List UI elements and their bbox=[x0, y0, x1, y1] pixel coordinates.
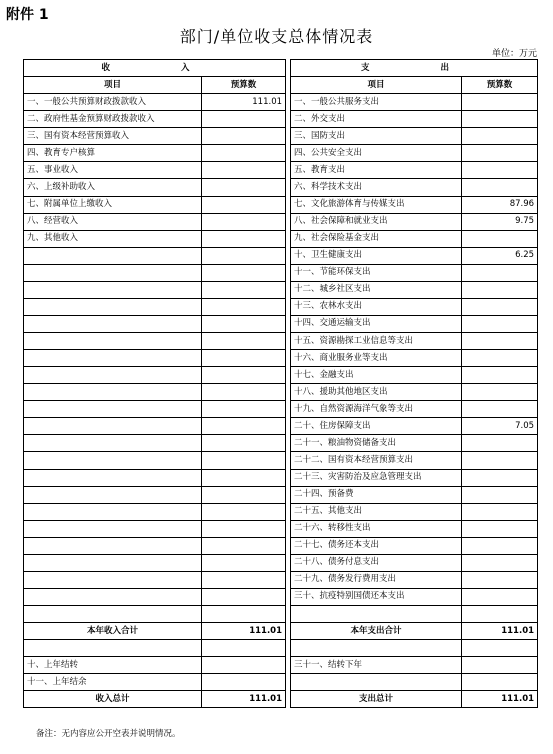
expense-value bbox=[462, 315, 538, 332]
income-value bbox=[202, 384, 286, 401]
table-row bbox=[24, 469, 538, 486]
income-item bbox=[24, 350, 202, 367]
income-value bbox=[202, 554, 286, 571]
income-item bbox=[24, 452, 202, 469]
income-item bbox=[24, 606, 202, 623]
expense-value: 87.96 bbox=[462, 196, 538, 213]
income-item: 四、教育专户核算 bbox=[24, 145, 202, 162]
expense-item bbox=[291, 640, 462, 657]
expense-item: 十三、农林水支出 bbox=[291, 298, 462, 315]
table-row bbox=[24, 367, 538, 384]
expense-item: 九、社会保险基金支出 bbox=[291, 230, 462, 247]
blank-row bbox=[24, 640, 538, 657]
income-item bbox=[24, 588, 202, 605]
expense-item: 十六、商业服务业等支出 bbox=[291, 350, 462, 367]
table-row bbox=[24, 111, 538, 128]
carryover-in-item: 十、上年结转 bbox=[24, 657, 202, 674]
income-item bbox=[24, 469, 202, 486]
expense-value bbox=[462, 640, 538, 657]
expense-value bbox=[462, 554, 538, 571]
expense-total-label: 本年支出合计 bbox=[291, 623, 462, 640]
footnote: 备注：无内容应公开空表并说明情况。 bbox=[36, 729, 181, 739]
expense-value bbox=[462, 452, 538, 469]
surplus-item: 十一、上年结余 bbox=[24, 674, 202, 691]
expense-value: 9.75 bbox=[462, 213, 538, 230]
expense-value bbox=[462, 537, 538, 554]
income-item bbox=[24, 367, 202, 384]
expense-value bbox=[462, 384, 538, 401]
expense-item: 二十九、债务发行费用支出 bbox=[291, 571, 462, 588]
income-value bbox=[202, 435, 286, 452]
income-value bbox=[202, 179, 286, 196]
income-grand-label: 收入总计 bbox=[24, 691, 202, 708]
expense-item: 二十六、转移性支出 bbox=[291, 520, 462, 537]
expense-value bbox=[462, 230, 538, 247]
income-value bbox=[202, 469, 286, 486]
expense-item: 二、外交支出 bbox=[291, 111, 462, 128]
expense-item bbox=[291, 606, 462, 623]
income-item: 三、国有资本经营预算收入 bbox=[24, 128, 202, 145]
table-row bbox=[24, 418, 538, 435]
table-row bbox=[24, 213, 538, 230]
expense-value bbox=[462, 111, 538, 128]
expense-item: 二十二、国有资本经营预算支出 bbox=[291, 452, 462, 469]
table-row bbox=[24, 333, 538, 350]
expense-item: 十五、资源勘探工业信息等支出 bbox=[291, 333, 462, 350]
income-item bbox=[24, 503, 202, 520]
income-value bbox=[202, 145, 286, 162]
income-value bbox=[202, 128, 286, 145]
income-item bbox=[24, 435, 202, 452]
expense-item: 三、国防支出 bbox=[291, 128, 462, 145]
table-row bbox=[24, 196, 538, 213]
expense-value bbox=[462, 503, 538, 520]
income-item bbox=[24, 571, 202, 588]
income-value bbox=[202, 418, 286, 435]
income-item bbox=[24, 554, 202, 571]
budget-table-body bbox=[24, 60, 538, 708]
income-value bbox=[202, 111, 286, 128]
budget-table bbox=[23, 59, 538, 708]
unit-label: 单位：万元 bbox=[491, 49, 537, 59]
expense-total-value: 111.01 bbox=[462, 623, 538, 640]
expense-value: 7.05 bbox=[462, 418, 538, 435]
income-item: 八、经营收入 bbox=[24, 213, 202, 230]
income-value bbox=[202, 588, 286, 605]
expense-value bbox=[462, 94, 538, 111]
table-row bbox=[24, 606, 538, 623]
income-value bbox=[202, 571, 286, 588]
table-row bbox=[24, 571, 538, 588]
page-title: 部门/单位收支总体情况表 bbox=[179, 27, 374, 46]
expense-value bbox=[462, 128, 538, 145]
expense-item: 十七、金融支出 bbox=[291, 367, 462, 384]
expense-item: 二十三、灾害防治及应急管理支出 bbox=[291, 469, 462, 486]
expense-value bbox=[462, 520, 538, 537]
expense-item: 十九、自然资源海洋气象等支出 bbox=[291, 401, 462, 418]
expense-item: 十八、援助其他地区支出 bbox=[291, 384, 462, 401]
expense-grand-label: 支出总计 bbox=[291, 691, 462, 708]
expense-value bbox=[462, 145, 538, 162]
income-value bbox=[202, 401, 286, 418]
income-value bbox=[202, 298, 286, 315]
table-row bbox=[24, 298, 538, 315]
expense-item: 二十七、债务还本支出 bbox=[291, 537, 462, 554]
income-item: 七、附属单位上缴收入 bbox=[24, 196, 202, 213]
income-value bbox=[202, 350, 286, 367]
carryover-out-value bbox=[462, 657, 538, 674]
expense-item-header: 项目 bbox=[291, 77, 462, 94]
expense-value bbox=[462, 588, 538, 605]
income-total-value: 111.01 bbox=[202, 623, 286, 640]
income-item bbox=[24, 401, 202, 418]
table-row bbox=[24, 247, 538, 264]
expense-value bbox=[462, 674, 538, 691]
expense-item: 二十四、预备费 bbox=[291, 486, 462, 503]
income-item: 六、上级补助收入 bbox=[24, 179, 202, 196]
surplus-value bbox=[202, 674, 286, 691]
expense-item: 六、科学技术支出 bbox=[291, 179, 462, 196]
expense-item: 八、社会保障和就业支出 bbox=[291, 213, 462, 230]
income-grand-value: 111.01 bbox=[202, 691, 286, 708]
income-item: 五、事业收入 bbox=[24, 162, 202, 179]
attachment-label: 附件 1 bbox=[6, 7, 49, 23]
table-row bbox=[24, 486, 538, 503]
expense-item: 二十八、债务付息支出 bbox=[291, 554, 462, 571]
expense-value bbox=[462, 264, 538, 281]
expense-item: 一、一般公共服务支出 bbox=[291, 94, 462, 111]
expense-value bbox=[462, 298, 538, 315]
table-row bbox=[24, 230, 538, 247]
income-value bbox=[202, 503, 286, 520]
expense-item: 十一、节能环保支出 bbox=[291, 264, 462, 281]
income-value bbox=[202, 333, 286, 350]
expense-header: 支 出 bbox=[291, 60, 538, 77]
income-item bbox=[24, 640, 202, 657]
income-item bbox=[24, 281, 202, 298]
income-value bbox=[202, 213, 286, 230]
income-value bbox=[202, 162, 286, 179]
income-item bbox=[24, 264, 202, 281]
expense-item bbox=[291, 674, 462, 691]
income-value bbox=[202, 281, 286, 298]
table-row bbox=[24, 503, 538, 520]
table-row bbox=[24, 128, 538, 145]
expense-value bbox=[462, 350, 538, 367]
carryover-row bbox=[24, 657, 538, 674]
surplus-row bbox=[24, 674, 538, 691]
income-item bbox=[24, 333, 202, 350]
expense-value bbox=[462, 606, 538, 623]
income-value bbox=[202, 230, 286, 247]
table-row bbox=[24, 162, 538, 179]
income-item: 二、政府性基金预算财政拨款收入 bbox=[24, 111, 202, 128]
expense-value bbox=[462, 281, 538, 298]
expense-value bbox=[462, 367, 538, 384]
expense-value bbox=[462, 571, 538, 588]
expense-item: 五、教育支出 bbox=[291, 162, 462, 179]
expense-value bbox=[462, 469, 538, 486]
income-value bbox=[202, 606, 286, 623]
income-total-label: 本年收入合计 bbox=[24, 623, 202, 640]
expense-item: 三十、抗疫特别国债还本支出 bbox=[291, 588, 462, 605]
income-value bbox=[202, 247, 286, 264]
table-row bbox=[24, 520, 538, 537]
grand-total-row bbox=[24, 691, 538, 708]
income-item bbox=[24, 486, 202, 503]
expense-item: 二十一、粮油物资储备支出 bbox=[291, 435, 462, 452]
column-header-row bbox=[24, 77, 538, 94]
expense-item: 二十、住房保障支出 bbox=[291, 418, 462, 435]
expense-item: 四、公共安全支出 bbox=[291, 145, 462, 162]
carryover-out-item: 三十一、结转下年 bbox=[291, 657, 462, 674]
expense-value bbox=[462, 333, 538, 350]
income-value bbox=[202, 520, 286, 537]
expense-value bbox=[462, 435, 538, 452]
income-item bbox=[24, 247, 202, 264]
expense-item: 十四、交通运输支出 bbox=[291, 315, 462, 332]
table-row bbox=[24, 281, 538, 298]
expense-grand-value: 111.01 bbox=[462, 691, 538, 708]
income-item: 九、其他收入 bbox=[24, 230, 202, 247]
income-item bbox=[24, 384, 202, 401]
table-row bbox=[24, 384, 538, 401]
table-row bbox=[24, 401, 538, 418]
income-item bbox=[24, 520, 202, 537]
table-row bbox=[24, 554, 538, 571]
expense-value bbox=[462, 401, 538, 418]
expense-item: 十、卫生健康支出 bbox=[291, 247, 462, 264]
income-header: 收 入 bbox=[24, 60, 286, 77]
income-item: 一、一般公共预算财政拨款收入 bbox=[24, 94, 202, 111]
expense-item: 二十五、其他支出 bbox=[291, 503, 462, 520]
income-value bbox=[202, 196, 286, 213]
income-value bbox=[202, 486, 286, 503]
income-value bbox=[202, 452, 286, 469]
table-row bbox=[24, 435, 538, 452]
expense-item: 七、文化旅游体育与传媒支出 bbox=[291, 196, 462, 213]
table-row bbox=[24, 94, 538, 111]
table-row bbox=[24, 145, 538, 162]
income-value: 111.01 bbox=[202, 94, 286, 111]
carryover-in-value bbox=[202, 657, 286, 674]
section-header-row bbox=[24, 60, 538, 77]
income-value bbox=[202, 315, 286, 332]
annual-total-row bbox=[24, 623, 538, 640]
expense-budget-header: 预算数 bbox=[462, 77, 538, 94]
income-budget-header: 预算数 bbox=[202, 77, 286, 94]
income-item bbox=[24, 418, 202, 435]
income-value bbox=[202, 264, 286, 281]
table-row bbox=[24, 264, 538, 281]
income-item bbox=[24, 315, 202, 332]
table-row bbox=[24, 315, 538, 332]
expense-item: 十二、城乡社区支出 bbox=[291, 281, 462, 298]
income-item bbox=[24, 298, 202, 315]
table-row bbox=[24, 350, 538, 367]
table-row bbox=[24, 452, 538, 469]
table-row bbox=[24, 588, 538, 605]
income-item bbox=[24, 537, 202, 554]
income-value bbox=[202, 537, 286, 554]
table-row bbox=[24, 179, 538, 196]
income-value bbox=[202, 640, 286, 657]
income-item-header: 项目 bbox=[24, 77, 202, 94]
expense-value bbox=[462, 486, 538, 503]
expense-value: 6.25 bbox=[462, 247, 538, 264]
expense-value bbox=[462, 179, 538, 196]
table-row bbox=[24, 537, 538, 554]
expense-value bbox=[462, 162, 538, 179]
income-value bbox=[202, 367, 286, 384]
